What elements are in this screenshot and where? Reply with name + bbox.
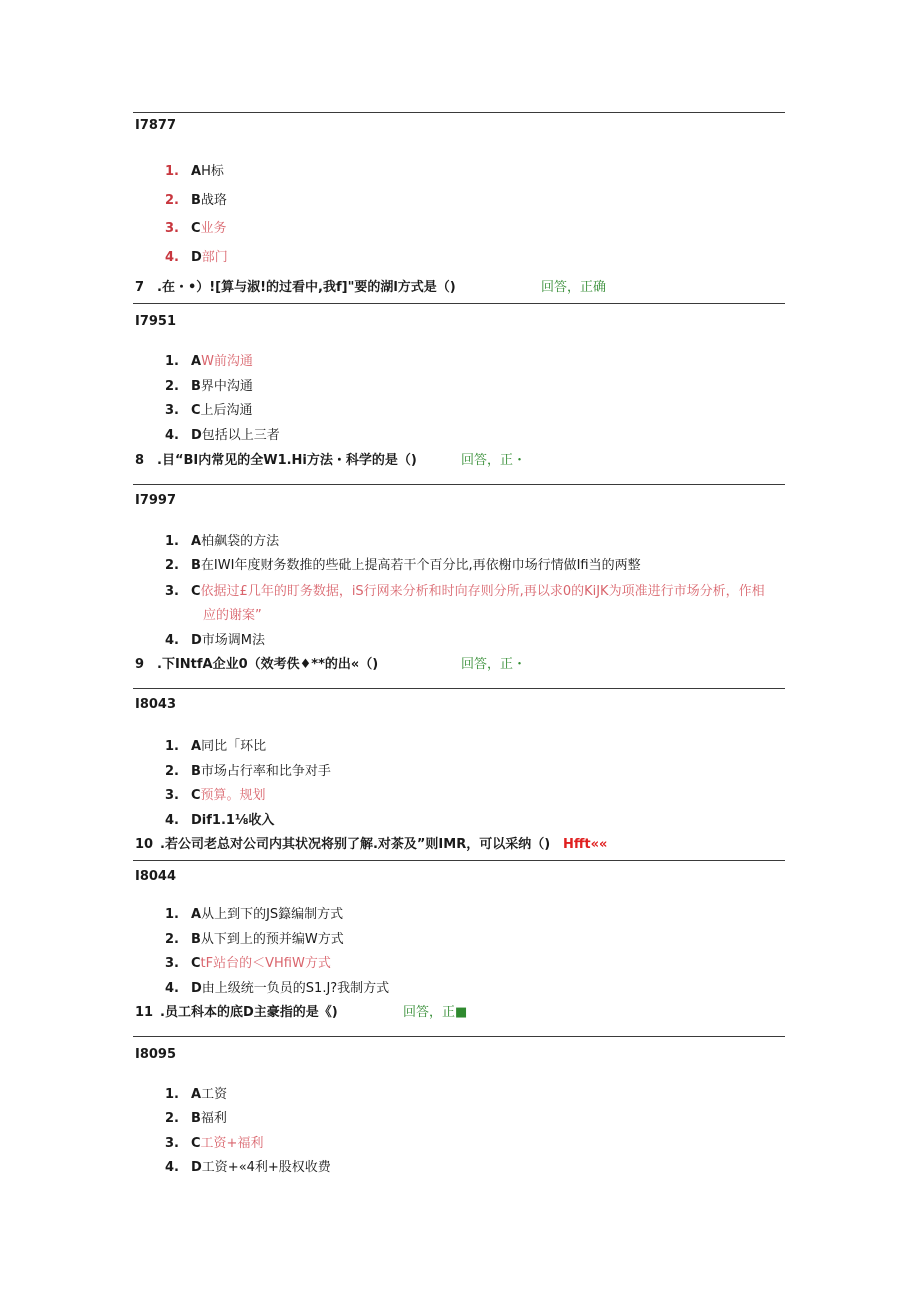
option-text: 由上级统一负员的S1.J?我制方式: [201, 981, 390, 996]
option-number: 3.: [165, 403, 179, 418]
question-id: I8043: [135, 697, 177, 712]
option-number: 1.: [165, 354, 179, 369]
option-row[interactable]: [165, 163, 224, 181]
option-text: W前沟通: [201, 354, 253, 369]
option-letter: A: [191, 907, 202, 922]
option-letter: B: [191, 932, 201, 947]
option-letter: B: [191, 764, 201, 779]
question-text: .下INtfA企业0（效考佚♦**的出«（): [157, 657, 379, 672]
option-row[interactable]: [165, 220, 227, 238]
option-row[interactable]: [165, 632, 265, 650]
option-row[interactable]: [165, 738, 266, 756]
divider: [133, 860, 785, 861]
answer-status: 回答，正确: [541, 280, 607, 295]
divider: [133, 112, 785, 113]
option-number: 2.: [165, 932, 179, 947]
option-letter: A: [191, 739, 202, 754]
option-letter: D: [191, 813, 202, 828]
option-text: 预算。规划: [200, 788, 266, 803]
option-letter: C: [191, 1136, 201, 1151]
option-row[interactable]: [165, 906, 343, 924]
option-row[interactable]: [165, 931, 344, 949]
option-number: 4.: [165, 813, 179, 828]
question-number: 7: [135, 280, 145, 295]
option-letter: D: [191, 1160, 202, 1175]
option-row[interactable]: [165, 1086, 227, 1104]
question-number: 9: [135, 657, 145, 672]
option-text: 从下到上的预并编W方式: [200, 932, 344, 947]
option-letter: B: [191, 558, 201, 573]
option-text-continued: 应的谢案”: [203, 608, 262, 623]
option-number: 3.: [165, 788, 179, 803]
option-letter: C: [191, 221, 201, 236]
option-text: 市场占行率和比争对手: [200, 764, 331, 779]
option-text: 在IWI年度财务数推的些砒上提高若干个百分比,再依榭巾场行情做Ifi当的两整: [200, 558, 641, 573]
option-number: 2.: [165, 764, 179, 779]
option-text: tF站台的＜VHfiW方式: [200, 956, 331, 971]
option-row[interactable]: [165, 427, 280, 445]
option-row[interactable]: [165, 812, 274, 830]
question-id: I8044: [135, 869, 177, 884]
option-row[interactable]: [165, 192, 227, 210]
option-letter: D: [191, 428, 202, 443]
option-number: 4.: [165, 633, 179, 648]
option-number: 2.: [165, 379, 179, 394]
option-number: 4.: [165, 981, 179, 996]
option-letter: C: [191, 584, 201, 599]
option-text: 工资+«4利+股权收费: [201, 1160, 331, 1175]
divider: [133, 303, 785, 304]
divider: [133, 1036, 785, 1037]
option-row[interactable]: [165, 763, 331, 781]
option-letter: B: [191, 193, 201, 208]
option-number: 2.: [165, 193, 179, 208]
option-text: 包括以上三者: [201, 428, 280, 443]
question-text: .员工科本的底D主豪指的是《): [160, 1005, 338, 1020]
answer-status: 回答，正・: [461, 453, 527, 468]
option-row[interactable]: [165, 583, 765, 601]
option-row[interactable]: [165, 980, 389, 998]
option-text: 福利: [200, 1111, 227, 1126]
option-row[interactable]: [165, 1110, 227, 1128]
option-letter: A: [191, 354, 202, 369]
option-number: 3.: [165, 1136, 179, 1151]
option-row[interactable]: [165, 557, 641, 575]
option-letter: A: [191, 534, 202, 549]
option-row[interactable]: [165, 1135, 263, 1153]
option-row[interactable]: [165, 353, 253, 371]
option-text: 界中沟通: [200, 379, 253, 394]
option-number: 1.: [165, 907, 179, 922]
option-letter: D: [191, 250, 202, 265]
option-letter: A: [191, 164, 202, 179]
divider: [133, 484, 785, 485]
question-text: .在・•）![算与淑!的过看中,我f]"要的湖l方式是（): [157, 280, 456, 295]
option-text: 部门: [201, 250, 228, 265]
option-text: 依据过£几年的盯务数据，iS行网来分析和时向存则分所,再以求0的KiJK为项准进行市场分析，作相: [200, 584, 765, 599]
option-number: 4.: [165, 1160, 179, 1175]
option-number: 2.: [165, 558, 179, 573]
option-text: if1.1⅛收入: [201, 813, 275, 828]
option-number: 4.: [165, 428, 179, 443]
option-row[interactable]: [165, 249, 228, 267]
answer-status: Hfft««: [563, 837, 608, 852]
option-letter: C: [191, 956, 201, 971]
option-text: 同比「环比: [201, 739, 267, 754]
option-letter: B: [191, 379, 201, 394]
option-number: 1.: [165, 1087, 179, 1102]
option-number: 3.: [165, 221, 179, 236]
option-letter: D: [191, 633, 202, 648]
answer-status: 回答，正・: [461, 657, 527, 672]
option-number: 2.: [165, 1111, 179, 1126]
question-number: 8: [135, 453, 145, 468]
option-number: 1.: [165, 739, 179, 754]
option-text: 工资+福利: [200, 1136, 264, 1151]
option-row[interactable]: [165, 955, 331, 973]
option-text: 业务: [200, 221, 227, 236]
option-text: 从上到下的JS籙编制方式: [201, 907, 344, 922]
option-row[interactable]: [165, 533, 279, 551]
option-text: 战珞: [200, 193, 227, 208]
option-number: 3.: [165, 584, 179, 599]
question-id: I7877: [135, 118, 177, 133]
option-letter: C: [191, 788, 201, 803]
question-number: 10: [135, 837, 154, 852]
option-text: 柏飙袋的方法: [201, 534, 280, 549]
option-text: H标: [201, 164, 224, 179]
option-letter: A: [191, 1087, 202, 1102]
question-text: .目“BI内常见的全W1.Hi方法・科学的是（): [157, 453, 417, 468]
option-row[interactable]: [165, 378, 253, 396]
option-text: 市场调M法: [201, 633, 266, 648]
option-number: 4.: [165, 250, 179, 265]
option-number: 1.: [165, 164, 179, 179]
option-text: 上后沟通: [200, 403, 253, 418]
question-number: 11: [135, 1005, 154, 1020]
option-row[interactable]: [165, 402, 253, 420]
option-row[interactable]: [165, 787, 266, 805]
option-number: 3.: [165, 956, 179, 971]
question-id: I7951: [135, 314, 177, 329]
option-row[interactable]: [165, 1159, 331, 1177]
divider: [133, 688, 785, 689]
question-id: I8095: [135, 1047, 177, 1062]
option-letter: B: [191, 1111, 201, 1126]
answer-status: 回答，正■: [403, 1005, 468, 1020]
question-text: .若公司老总对公司内其状况将别了解.对茶及”则IMR，可以采纳（): [160, 837, 551, 852]
option-letter: C: [191, 403, 201, 418]
question-id: I7997: [135, 493, 177, 508]
option-text: 工资: [201, 1087, 228, 1102]
option-number: 1.: [165, 534, 179, 549]
option-letter: D: [191, 981, 202, 996]
